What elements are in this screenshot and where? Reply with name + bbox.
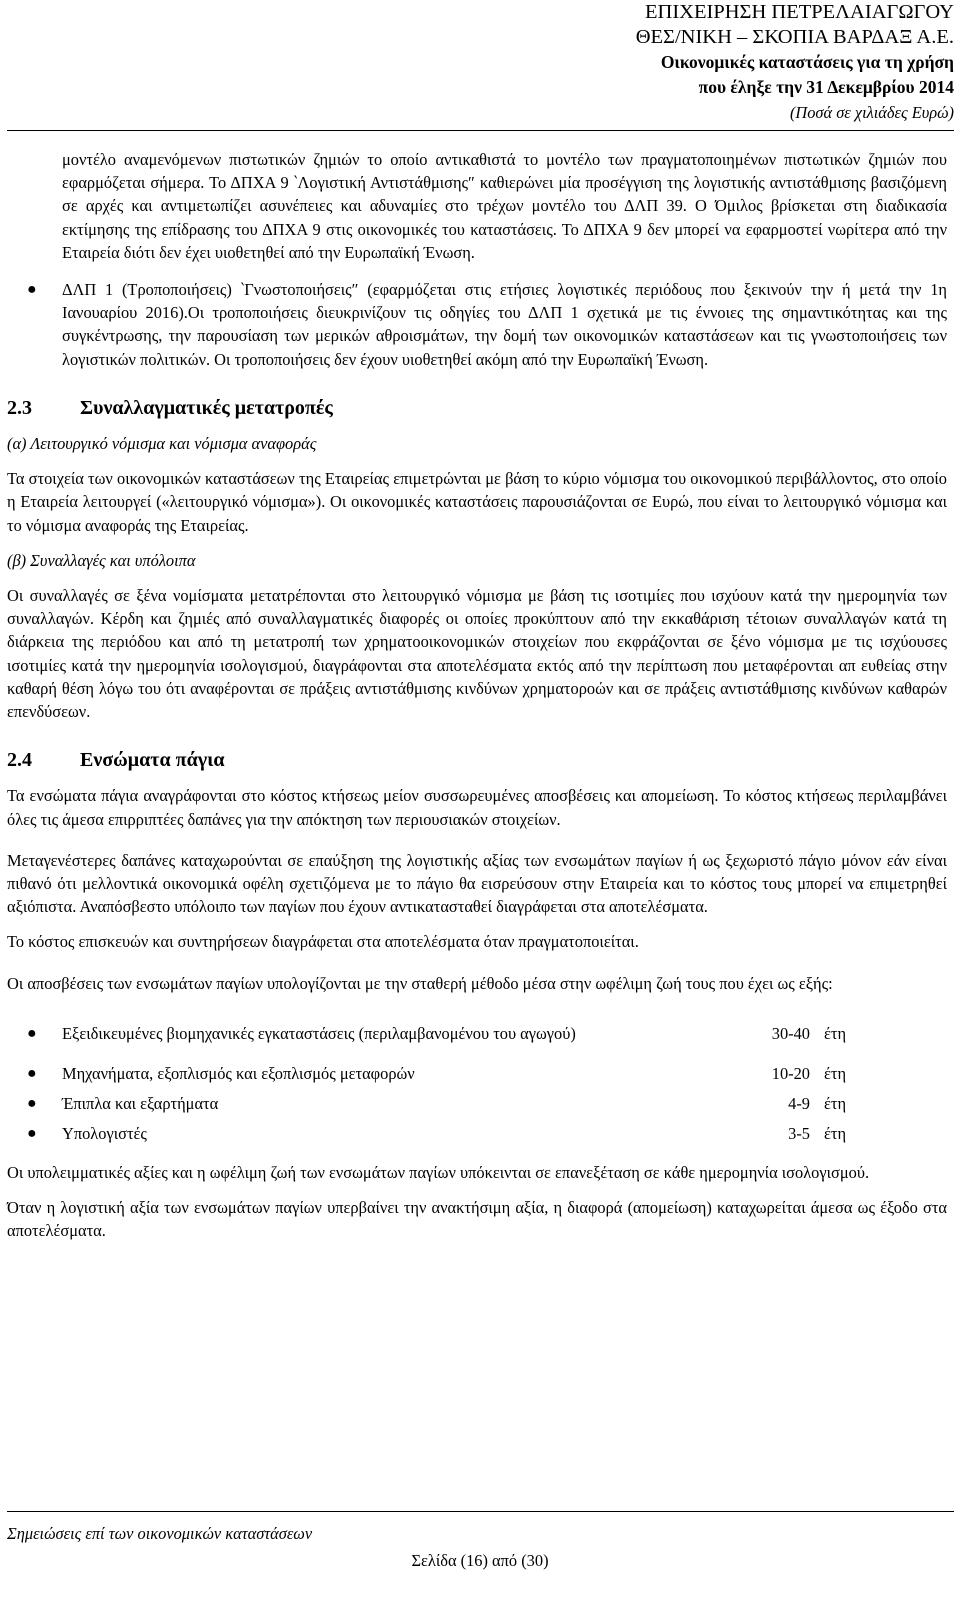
list-item	[7, 1009, 947, 1059]
useful-life-unit: έτη	[824, 1024, 847, 1044]
paragraph-6: Όταν η λογιστική αξία των ενσωμάτων παγίων υπερβαίνει την ανακτήσιμη αξία, η διαφορά (απομείωση) καταχωρείται άμεσα ως έξοδο στα αποτελέσματα.	[7, 1198, 947, 1241]
page-number: Σελίδα (16) από (30)	[411, 1551, 549, 1570]
list-item	[7, 1059, 947, 1089]
list-item	[7, 1119, 947, 1149]
subheading-b: (β) Συναλλαγές και υπόλοιπα	[7, 550, 196, 570]
report-units: (Ποσά σε χιλιάδες Ευρώ)	[789, 103, 954, 122]
intro-paragraph: μοντέλο αναμενόμενων πιστωτικών ζημιών το οποίο αντικαθιστά το μοντέλο των πραγματοποιημένων πιστωτικών ζημιών που εφαρμόζεται σήμερα. Το ΔΠΧΑ 9 ‵Λογιστική Αντιστάθμισης″ καθιερώνει μία προσέγγιση της λογιστικής αντιστάθμισης βασιζόμενη σε αρχές και αντιμετωπίζει ασυνέπειες και αδυναμίες στο τρέχων μοντέλο του ΔΛΠ 39. Ο Όμιλος βρίσκεται στη διαδικασία εκτίμησης της επίδρασης του ΔΠΧΑ 9 στις οικονομικές του καταστάσεις. Το ΔΠΧΑ 9 δεν μπορεί να εφαρμοστεί νωρίτερα από την Εταιρεία διότι δεν έχει υιοθετηθεί από την Ευρωπαϊκή Ένωση.	[62, 150, 947, 262]
asset-description: Έπιπλα και εξαρτήματα	[62, 1094, 219, 1114]
paragraph-3: Το κόστος επισκευών και συντηρήσεων διαγράφεται στα αποτελέσματα όταν πραγματοποιείται.	[7, 932, 639, 952]
header-rule	[7, 130, 954, 131]
footer-rule	[7, 1511, 954, 1512]
asset-description: Υπολογιστές	[62, 1124, 147, 1144]
useful-life-unit: έτη	[824, 1124, 847, 1144]
section-heading-2-3	[7, 397, 947, 420]
paragraph-2: Μεταγενέστερες δαπάνες καταχωρούνται σε επαύξηση της λογιστικής αξίας των ενσωμάτων παγίων ή ως ξεχωριστό πάγιο μόνον εάν είναι πιθανό ότι μελλοντικά οικονομικά οφέλη σχετιζόμενα με το πάγιο θα εισρεύσουν στην Εταιρεία και το κόστος τους μπορεί να επιμετρηθεί αξιόπιστα. Αναπόσβεστο υπόλοιπο των παγίων που έχουν αντικατασταθεί διαγράφεται στα αποτελέσματα.	[7, 850, 947, 917]
paragraph-5: Οι υπολειμματικές αξίες και η ωφέλιμη ζωή των ενσωμάτων παγίων υπόκεινται σε επανεξέταση σε κάθε ημερομηνία ισολογισμού.	[7, 1162, 870, 1182]
paragraph-4: Οι αποσβέσεις των ενσωμάτων παγίων υπολογίζονται με την σταθερή μέθοδο μέσα στην ωφέλιμη ζωή τους που έχει ως εξής:	[7, 973, 833, 993]
footer-note: Σημειώσεις επί των οικονομικών καταστάσεων	[7, 1524, 313, 1543]
useful-life-range: 10-20	[771, 1064, 810, 1084]
report-title: Οικονομικές καταστάσεις για τη χρήση	[660, 52, 954, 72]
section-title: Ενσώματα πάγια	[80, 749, 225, 772]
asset-description: Εξειδικευμένες βιομηχανικές εγκαταστάσεις (περιλαμβανομένου του αγωγού)	[62, 1024, 576, 1044]
asset-description: Μηχανήματα, εξοπλισμός και εξοπλισμός μεταφορών	[62, 1064, 415, 1084]
page-header	[636, 0, 954, 125]
paragraph-a: Τα στοιχεία των οικονομικών καταστάσεων της Εταιρείας επιμετρώνται με βάση το κύριο νόμισμα του οικονομικού περιβάλλοντος, στο οποίο η Εταιρεία λειτουργεί («λειτουργικό νόμισμα»). Οι οικονομικές καταστάσεις παρουσιάζονται σε Ευρώ, που είναι το λειτουργικό νόμισμα και το νόμισμα αναφοράς της Εταιρείας.	[7, 469, 947, 535]
subheading-a: (α) Λειτουργικό νόμισμα και νόμισμα αναφοράς	[7, 434, 317, 454]
list-item	[7, 1089, 947, 1119]
paragraph-1: Τα ενσώματα πάγια αναγράφονται στο κόστος κτήσεως μείον συσσωρευμένες αποσβέσεις και απομείωση. Το κόστος κτήσεως περιλαμβάνει όλες τις άμεσα επιρριπτέες δαπάνες για την απόκτηση των περιουσιακών στοιχείων.	[7, 786, 947, 829]
useful-life-unit: έτη	[824, 1094, 847, 1114]
bullet-dot-icon: ●	[27, 1065, 37, 1083]
useful-life-range: 30-40	[771, 1024, 810, 1044]
bullet-dot-icon: ●	[27, 1095, 37, 1113]
useful-life-list	[7, 1009, 947, 1149]
company-name: ΕΠΙΧΕΙΡΗΣΗ ΠΕΤΡΕΛΑΙΑΓΩΓΟΥ	[645, 1, 954, 23]
section-heading-2-4	[7, 749, 947, 772]
useful-life-range: 3-5	[788, 1124, 810, 1144]
section-number: 2.4	[7, 749, 32, 772]
bullet-dot-icon: ●	[27, 1125, 37, 1143]
document-body	[7, 148, 947, 1243]
company-route: ΘΕΣ/ΝΙΚΗ – ΣΚΟΠΙΑ ΒΑΡΔΑΞ Α.Ε.	[635, 26, 954, 48]
bullet-text: ΔΛΠ 1 (Τροποποιήσεις) ‵Γνωστοποιήσεις″ (εφαρμόζεται στις ετήσιες λογιστικές περιόδους που ξεκινούν την ή μετά την 1η Ιανουαρίου 2016).Οι τροποποιήσεις διευκρινίζουν τις οδηγίες του ΔΛΠ 1 σχετικά με τις έννοιες της σημαντικότητας και της συγκέντρωσης, την παρουσίαση των μερικών αθροισμάτων, την δομή των οικονομικών καταστάσεων και τις γνωστοποιήσεις των λογιστικών πολιτικών. Οι τροποποιήσεις δεν έχουν υιοθετηθεί ακόμη από την Ευρωπαϊκή Ένωση.	[62, 280, 947, 369]
useful-life-range: 4-9	[788, 1094, 810, 1114]
section-number: 2.3	[7, 396, 32, 419]
bullet-item-ias1	[7, 278, 947, 371]
report-period: που έληξε την 31 Δεκεμβρίου 2014	[698, 77, 954, 97]
useful-life-unit: έτη	[824, 1064, 847, 1084]
paragraph-b: Οι συναλλαγές σε ξένα νομίσματα μετατρέπονται στο λειτουργικό νόμισμα με βάση τις ισοτιμίες που ισχύουν κατά την ημερομηνία των συναλλαγών. Κέρδη και ζημιές από συναλλαγματικές διαφορές οι οποίες προκύπτουν από την εκκαθάριση τέτοιων συναλλαγών κατά τη διάρκεια της περιόδου και από τη μετατροπή των χρηματοοικονομικών στοιχείων που εκφράζονται σε ξένο νόμισμα με τις ισχύουσες ισοτιμίες κατά την ημερομηνία ισολογισμού, διαγράφονται στα αποτελέσματα εκτός από την περίπτωση που μεταφέρονται απ ευθείας στην καθαρή θέση λόγω του ότι αναφέρονται σε πράξεις αντιστάθμισης κινδύνων χρηματοροών και σε πράξεις αντιστάθμισης κινδύνων καθαρών επενδύσεων.	[7, 586, 947, 722]
bullet-dot-icon: ●	[27, 1025, 37, 1043]
bullet-dot-icon: ●	[27, 281, 37, 299]
section-title: Συναλλαγματικές μετατροπές	[80, 396, 333, 419]
